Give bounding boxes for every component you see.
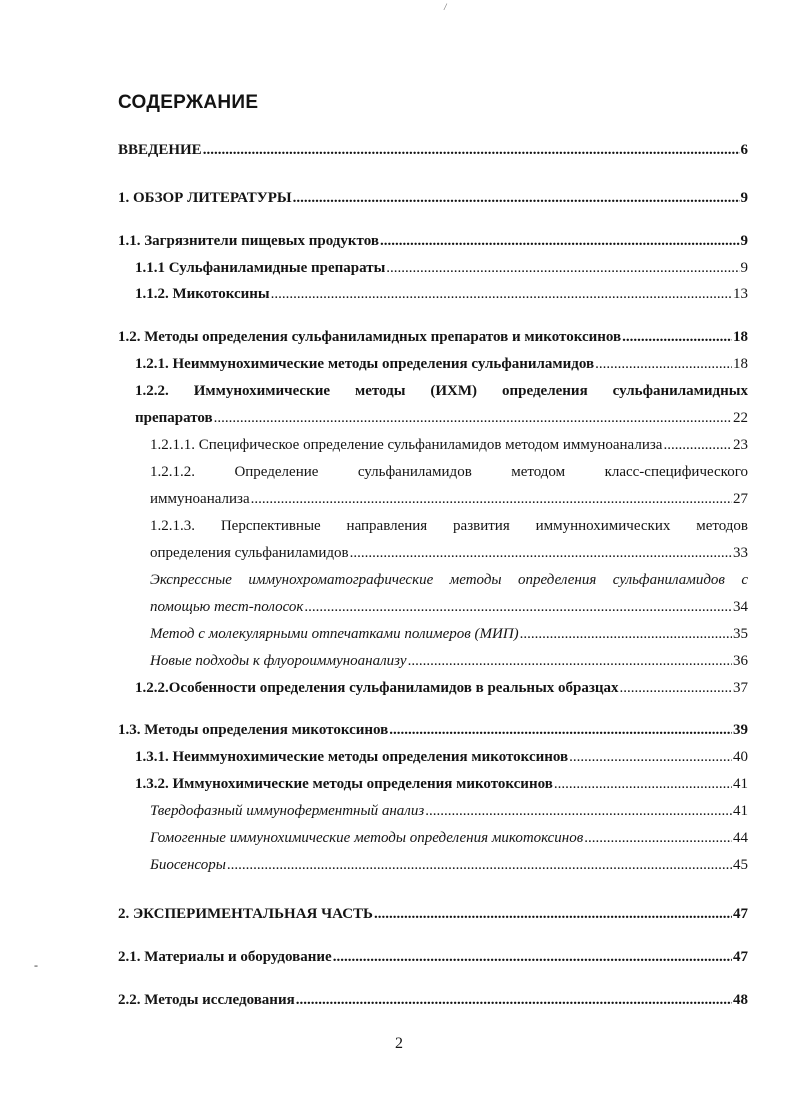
toc-entry-1-1-1[interactable]	[135, 259, 748, 277]
toc-entry-text: 1.2. Методы определения сульфаниламидных препаратов и микотоксинов	[118, 329, 622, 345]
toc-entry-page: 9	[740, 190, 748, 206]
toc-entry-page: 23	[733, 437, 748, 453]
toc-entry-mip[interactable]	[150, 625, 748, 643]
toc-entry-text: 1.1.2. Микотоксины	[135, 286, 270, 302]
toc-entry-1-3[interactable]	[118, 721, 748, 739]
toc-entry-introduction[interactable]	[118, 141, 748, 159]
toc-entry-text: препаратов	[135, 410, 213, 426]
toc-entry-page: 9	[740, 233, 748, 249]
toc-entry-page: 22	[733, 410, 748, 426]
toc-entry-express[interactable]	[150, 598, 748, 616]
toc-entry-page: 33	[733, 545, 748, 561]
toc-entry-text: определения сульфаниламидов	[150, 545, 349, 561]
toc-entry-text: 1.2.2.Особенности определения сульфаниламидов в реальных образцах	[135, 680, 619, 696]
toc-entry-page: 47	[733, 906, 748, 922]
toc-entry-page: 48	[733, 992, 748, 1008]
toc-entry-2-2[interactable]	[118, 991, 748, 1009]
toc-entry-fluoro[interactable]	[150, 652, 748, 670]
toc-entry-text: 2.1. Материалы и оборудование	[118, 949, 332, 965]
toc-entry-page: 6	[740, 142, 748, 158]
toc-entry-page: 35	[733, 626, 748, 642]
page-number: 2	[395, 1035, 403, 1052]
toc-entry-text: 1. ОБЗОР ЛИТЕРАТУРЫ	[118, 190, 292, 206]
toc-entry-1-2-2-line1: 1.2.2. Иммунохимические методы (ИХМ) определения сульфаниламидных	[135, 383, 748, 399]
toc-entry-page: 34	[733, 599, 748, 615]
toc-title: СОДЕРЖАНИЕ	[118, 92, 259, 113]
toc-entry-biosensors[interactable]	[150, 856, 748, 874]
toc-entry-text: 1.1.1 Сульфаниламидные препараты	[135, 260, 386, 276]
toc-entry-1-3-1[interactable]	[135, 748, 748, 766]
toc-entry-page: 47	[733, 949, 748, 965]
toc-entry-homogeneous[interactable]	[150, 829, 748, 847]
toc-entry-2-1[interactable]	[118, 948, 748, 966]
toc-entry-express-line1: Экспрессные иммунохроматографические методы определения сульфаниламидов с	[150, 572, 748, 588]
toc-entry-page: 18	[733, 329, 748, 345]
toc-entry-1-2-1-2-line1: 1.2.1.2. Определение сульфаниламидов методом класс-специфического	[150, 464, 748, 480]
toc-entry-page: 37	[733, 680, 748, 696]
toc-entry-page: 45	[733, 857, 748, 873]
toc-entry-1-2-1-3[interactable]	[150, 544, 748, 562]
toc-entry-text: помощью тест-полосок	[150, 599, 304, 615]
toc-entry-text: иммуноанализа	[150, 491, 250, 507]
toc-entry-1-2-1-3-line1: 1.2.1.3. Перспективные направления развития иммуннохимических методов	[150, 518, 748, 534]
toc-entry-text: 2.2. Методы исследования	[118, 992, 295, 1008]
toc-entry-text: 1.3.2. Иммунохимические методы определения микотоксинов	[135, 776, 553, 792]
toc-entry-text: Твердофазный иммуноферментный анализ	[150, 803, 425, 819]
scan-mark-top: /	[444, 2, 447, 12]
toc-entry-text: Новые подходы к флуороиммуноанализу	[150, 653, 407, 669]
toc-entry-1-1[interactable]	[118, 232, 748, 250]
toc-entry-elisa[interactable]	[150, 802, 748, 820]
toc-entry-page: 18	[733, 356, 748, 372]
toc-entry-text: Биосенсоры	[150, 857, 226, 873]
toc-entry-page: 27	[733, 491, 748, 507]
toc-entry-page: 41	[733, 803, 748, 819]
toc-entry-page: 36	[733, 653, 748, 669]
toc-entry-literature-review[interactable]	[118, 189, 748, 207]
toc-entry-page: 41	[733, 776, 748, 792]
toc-entry-1-2[interactable]	[118, 328, 748, 346]
toc-entry-1-2-2-real-samples[interactable]	[135, 679, 748, 697]
toc-entry-text: 2. ЭКСПЕРИМЕНТАЛЬНАЯ ЧАСТЬ	[118, 906, 373, 922]
toc-entry-1-1-2[interactable]	[135, 285, 748, 303]
toc-entry-1-2-1[interactable]	[135, 355, 748, 373]
toc-entry-text: 1.3. Методы определения микотоксинов	[118, 722, 389, 738]
toc-entry-1-2-1-2[interactable]	[150, 490, 748, 508]
toc-entry-1-2-2[interactable]	[135, 409, 748, 427]
toc-entry-experimental[interactable]	[118, 905, 748, 923]
toc-entry-text: 1.1. Загрязнители пищевых продуктов	[118, 233, 379, 249]
toc-entry-text: Метод с молекулярными отпечатками полимеров (МИП)	[150, 626, 519, 642]
toc-entry-page: 39	[733, 722, 748, 738]
toc-entry-text: ВВЕДЕНИЕ	[118, 142, 202, 158]
toc-entry-text: 1.3.1. Неиммунохимические методы определения микотоксинов	[135, 749, 569, 765]
toc-entry-1-2-1-1[interactable]	[150, 436, 748, 454]
toc-entry-text: 1.2.1.1. Специфическое определение сульфаниламидов методом иммуноанализа	[150, 437, 663, 453]
scan-mark-side: -	[34, 958, 38, 972]
toc-entry-1-3-2[interactable]	[135, 775, 748, 793]
toc-entry-page: 44	[733, 830, 748, 846]
toc-entry-text: 1.2.1. Неиммунохимические методы определения сульфаниламидов	[135, 356, 595, 372]
toc-entry-text: Гомогенные иммунохимические методы определения микотоксинов	[150, 830, 584, 846]
toc-entry-page: 40	[733, 749, 748, 765]
toc-entry-page: 9	[740, 260, 748, 276]
toc-entry-page: 13	[733, 286, 748, 302]
